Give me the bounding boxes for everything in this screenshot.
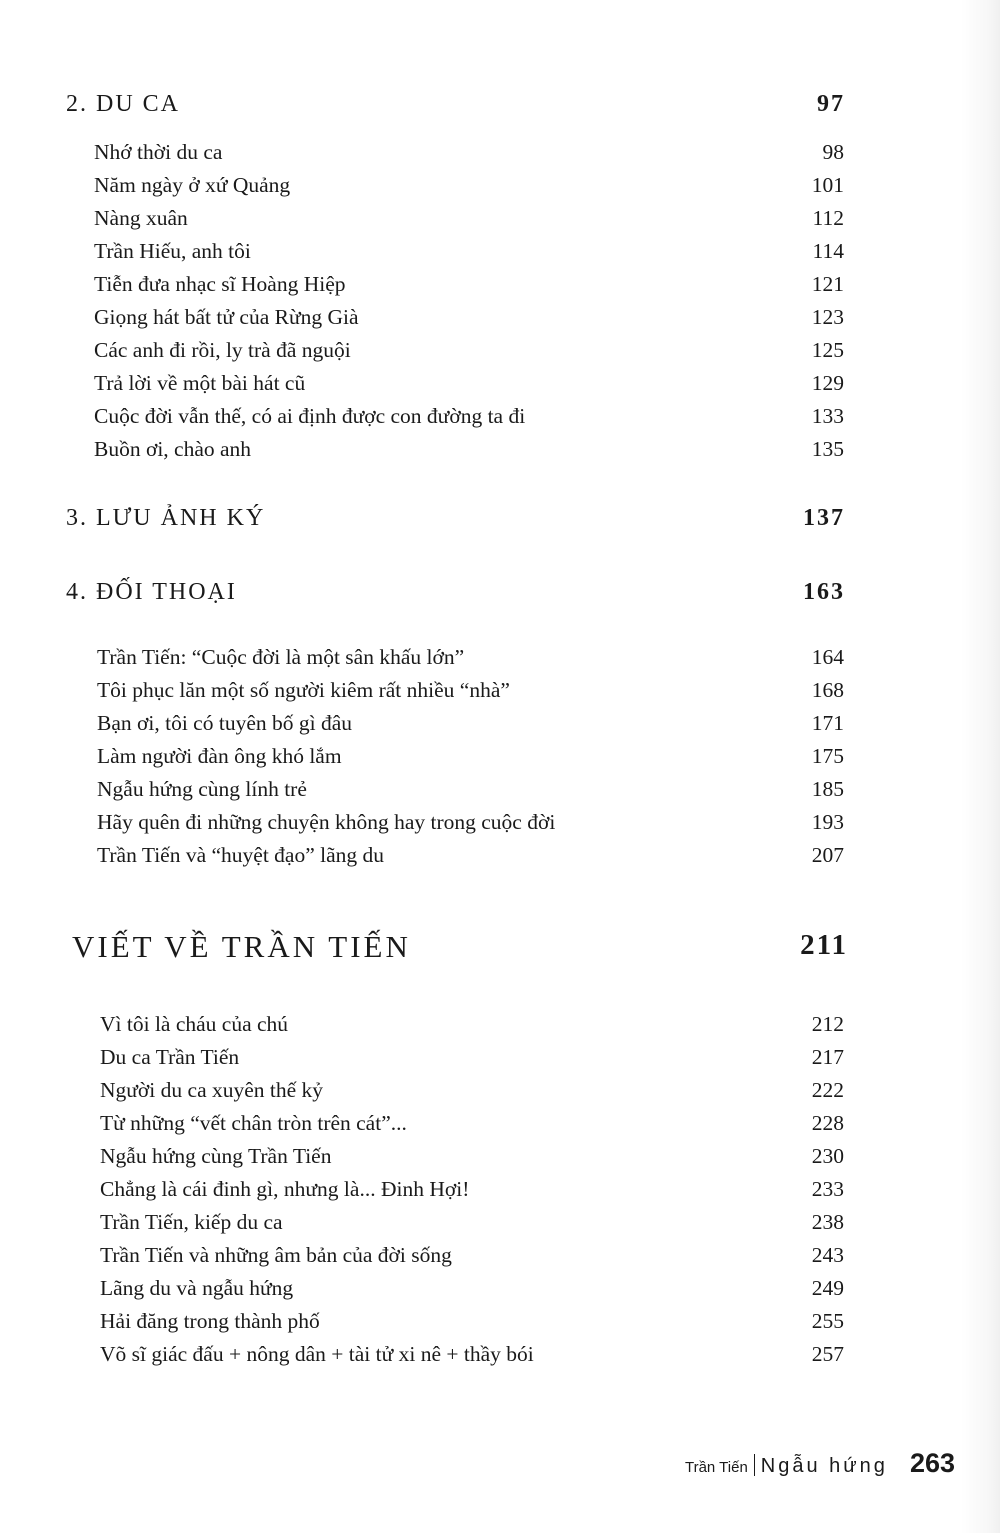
- entry-page: 243: [811, 1243, 844, 1267]
- entry-page: 212: [811, 1012, 844, 1036]
- part-title: VIẾT VỀ TRẦN TIẾN: [72, 929, 411, 964]
- toc-entry[interactable]: [0, 206, 1000, 239]
- toc-entry[interactable]: [0, 173, 1000, 206]
- toc-entry[interactable]: [0, 1276, 1000, 1309]
- entry-title: Các anh đi rồi, ly trà đã nguội: [94, 338, 351, 362]
- entry-page: 207: [811, 843, 844, 867]
- entry-title: Từ những “vết chân tròn trên cát”...: [100, 1111, 407, 1135]
- entry-page: 101: [811, 173, 844, 197]
- toc-entry[interactable]: [0, 371, 1000, 404]
- entry-page: 133: [811, 404, 844, 428]
- toc-entry[interactable]: [0, 1342, 1000, 1375]
- toc-entry[interactable]: [0, 777, 1000, 810]
- entry-title: Ngẫu hứng cùng lính trẻ: [97, 777, 307, 801]
- entry-title: Tôi phục lăn một số người kiêm rất nhiều “nhà”: [97, 678, 510, 702]
- section-page: 97: [817, 91, 845, 117]
- footer-divider: [754, 1454, 755, 1476]
- entry-title: Trần Tiến: “Cuộc đời là một sân khấu lớn”: [97, 645, 465, 669]
- page-number: 263: [909, 1448, 955, 1478]
- entry-page: 233: [811, 1177, 844, 1201]
- entry-title: Trần Hiếu, anh tôi: [94, 239, 251, 263]
- entry-page: 123: [811, 305, 844, 329]
- toc-section-heading[interactable]: [0, 505, 1000, 545]
- entry-title: Trần Tiến và “huyệt đạo” lãng du: [97, 843, 385, 867]
- section-page: 137: [803, 505, 845, 531]
- toc-section-heading[interactable]: [0, 91, 1000, 131]
- toc-entry[interactable]: [0, 1144, 1000, 1177]
- entry-page: 129: [811, 371, 844, 395]
- section-title: 4. ĐỐI THOẠI: [66, 579, 237, 605]
- section-page: 163: [803, 579, 845, 605]
- entry-page: 171: [811, 711, 844, 735]
- toc-entry[interactable]: [0, 437, 1000, 470]
- toc-entry[interactable]: [0, 1243, 1000, 1276]
- toc-entry[interactable]: [0, 645, 1000, 678]
- entry-title: Nhớ thời du ca: [94, 140, 223, 164]
- toc-entry[interactable]: [0, 1078, 1000, 1111]
- toc-entry[interactable]: [0, 272, 1000, 305]
- entry-title: Tiễn đưa nhạc sĩ Hoàng Hiệp: [94, 272, 346, 296]
- toc-entry[interactable]: [0, 744, 1000, 777]
- entry-page: 114: [812, 239, 844, 263]
- entry-page: 222: [811, 1078, 844, 1102]
- entry-title: Buồn ơi, chào anh: [94, 437, 252, 461]
- toc-entry[interactable]: [0, 1177, 1000, 1210]
- toc-entry[interactable]: [0, 338, 1000, 371]
- entry-title: Trả lời về một bài hát cũ: [94, 371, 306, 395]
- entry-page: 175: [811, 744, 844, 768]
- toc-entry[interactable]: [0, 239, 1000, 272]
- entry-title: Võ sĩ giác đấu + nông dân + tài tử xi nê + thầy bói: [100, 1342, 534, 1366]
- entry-title: Hãy quên đi những chuyện không hay trong cuộc đời: [97, 810, 556, 834]
- entry-page: 230: [811, 1144, 844, 1168]
- entry-page: 112: [812, 206, 844, 230]
- entry-title: Du ca Trần Tiến: [100, 1045, 240, 1069]
- entry-title: Làm người đàn ông khó lắm: [97, 744, 342, 768]
- toc-entry[interactable]: [0, 711, 1000, 744]
- toc-entry[interactable]: [0, 1111, 1000, 1144]
- section-title: 3. LƯU ẢNH KÝ: [66, 505, 266, 531]
- entry-title: Năm ngày ở xứ Quảng: [94, 173, 291, 197]
- entry-page: 255: [811, 1309, 844, 1333]
- entry-title: Nàng xuân: [94, 206, 188, 230]
- footer-book-title: Ngẫu hứng: [760, 1455, 888, 1477]
- toc-part-heading[interactable]: [0, 929, 1000, 969]
- toc-section-heading[interactable]: [0, 579, 1000, 619]
- entry-page: 121: [811, 272, 844, 296]
- entry-title: Vì tôi là cháu của chú: [100, 1012, 289, 1036]
- entry-page: 185: [811, 777, 844, 801]
- toc-entry[interactable]: [0, 1045, 1000, 1078]
- entry-page: 125: [811, 338, 844, 362]
- entry-page: 168: [811, 678, 844, 702]
- toc-entry[interactable]: [0, 678, 1000, 711]
- toc-entry[interactable]: [0, 140, 1000, 173]
- entry-title: Trần Tiến, kiếp du ca: [100, 1210, 283, 1234]
- entry-title: Chẳng là cái đinh gì, nhưng là... Đinh Hợi!: [100, 1177, 470, 1201]
- entry-page: 249: [811, 1276, 844, 1300]
- entry-title: Người du ca xuyên thế kỷ: [100, 1078, 324, 1102]
- entry-page: 135: [811, 437, 844, 461]
- toc-entry[interactable]: [0, 1309, 1000, 1342]
- entry-page: 193: [811, 810, 844, 834]
- entry-title: Giọng hát bất tử của Rừng Già: [94, 305, 359, 329]
- part-page: 211: [800, 929, 848, 961]
- entry-title: Lãng du và ngẫu hứng: [100, 1276, 294, 1300]
- toc-entry[interactable]: [0, 1012, 1000, 1045]
- section-title: 2. DU CA: [66, 91, 181, 117]
- entry-page: 257: [811, 1342, 844, 1366]
- toc-entry[interactable]: [0, 305, 1000, 338]
- entry-title: Hải đăng trong thành phố: [100, 1309, 320, 1333]
- entry-title: Bạn ơi, tôi có tuyên bố gì đâu: [97, 711, 352, 735]
- toc-entry[interactable]: [0, 810, 1000, 843]
- entry-title: Ngẫu hứng cùng Trần Tiến: [100, 1144, 332, 1168]
- toc-entry[interactable]: [0, 843, 1000, 876]
- entry-title: Cuộc đời vẫn thế, có ai định được con đường ta đi: [94, 404, 526, 428]
- entry-page: 228: [811, 1111, 844, 1135]
- toc-entry[interactable]: [0, 404, 1000, 437]
- entry-title: Trần Tiến và những âm bản của đời sống: [100, 1243, 452, 1267]
- running-footer: [685, 1448, 955, 1488]
- footer-author: Trần Tiến: [684, 1459, 748, 1476]
- entry-page: 98: [822, 140, 844, 164]
- entry-page: 164: [811, 645, 844, 669]
- entry-page: 217: [811, 1045, 844, 1069]
- entry-page: 238: [811, 1210, 844, 1234]
- toc-entry[interactable]: [0, 1210, 1000, 1243]
